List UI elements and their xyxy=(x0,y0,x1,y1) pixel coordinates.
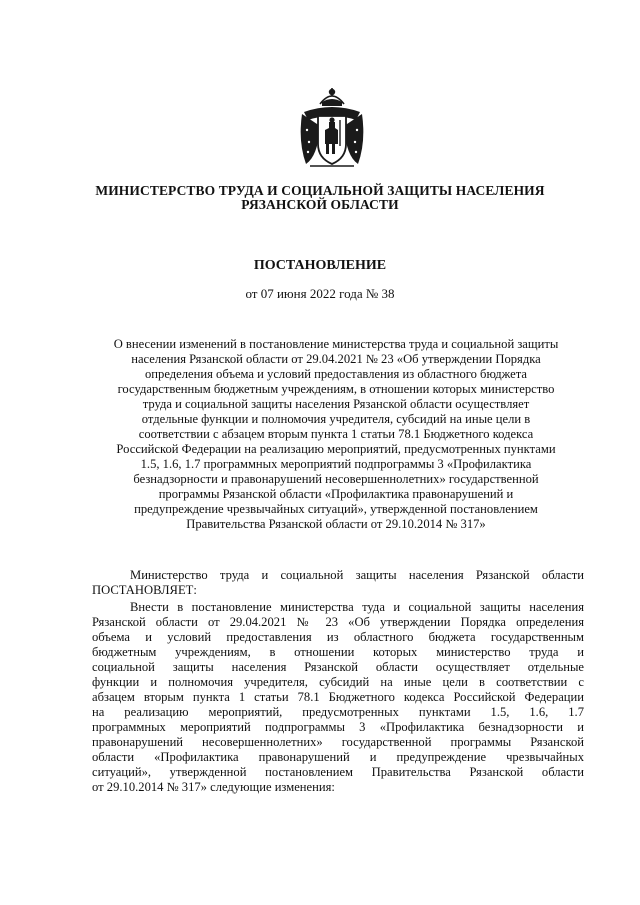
body-line: от 29.10.2014 № 317» следующие изменения: xyxy=(92,780,335,794)
body-line: социальной защиты населения Рязанской области осуществляет отдельные xyxy=(92,660,584,674)
subject-line: государственным бюджетным учреждениям, в отношении которых министерство xyxy=(117,382,555,396)
body-line: объема и условий предоставления из областного бюджета государственным xyxy=(92,630,584,644)
body-line: ПОСТАНОВЛЯЕТ: xyxy=(92,583,197,597)
ministry-name-line-2: РЯЗАНСКОЙ ОБЛАСТИ xyxy=(241,197,399,212)
body-line: на реализацию мероприятий, предусмотренных пунктами 1.5, 1.6, 1.7 xyxy=(92,705,584,719)
body-line: функции и полномочия учредителя, субсидий на иные цели в соответствии с xyxy=(92,675,584,689)
subject-line: Российской Федерации на реализацию мероприятий, предусмотренных пунктами xyxy=(116,442,556,456)
subject-line: соответствии с абзацем вторым пункта 1 статьи 78.1 Бюджетного кодекса xyxy=(138,427,534,441)
subject-line: Правительства Рязанской области от 29.10.2014 № 317» xyxy=(186,517,486,531)
body-line: Внести в постановление министерства туда и социальной защиты населения xyxy=(130,600,584,614)
body-line: бюджетным учреждениям, в отношении которых министерство труда и xyxy=(92,645,584,659)
subject-line: 1.5, 1.6, 1.7 программных мероприятий подпрограммы 3 «Профилактика xyxy=(140,457,532,471)
body-line: правонарушений несовершеннолетних» государственной программы Рязанской xyxy=(92,735,584,749)
subject-line: труда и социальной защиты населения Рязанской области осуществляет xyxy=(142,397,530,411)
document-type-title: ПОСТАНОВЛЕНИЕ xyxy=(253,258,387,273)
subject-line: отдельные функции и полномочия учредителя, субсидий на иные цели в xyxy=(141,412,531,426)
coat-of-arms-icon xyxy=(296,86,368,172)
body-line: области «Профилактика правонарушений и предупреждение чрезвычайных xyxy=(92,750,584,764)
body-line: Министерство труда и социальной защиты населения Рязанской области xyxy=(130,568,584,582)
document-date-number: от 07 июня 2022 года № 38 xyxy=(245,286,395,301)
subject-line: программы Рязанской области «Профилактика правонарушений и xyxy=(158,487,514,501)
body-line: абзацем вторым пункта 1 статьи 78.1 Бюджетного кодекса Российской Федерации xyxy=(92,690,584,704)
body-line: ситуаций», утвержденной постановлением Правительства Рязанской области xyxy=(92,765,584,779)
body-line: программных мероприятий подпрограммы 3 «Профилактика безнадзорности и xyxy=(92,720,584,734)
body-line: Рязанской области от 29.04.2021 № 23 «Об утверждении Порядка определения xyxy=(92,615,584,629)
subject-line: О внесении изменений в постановление министерства труда и социальной защиты xyxy=(113,337,559,351)
subject-line: безнадзорности и правонарушений несовершеннолетних» государственной xyxy=(133,472,539,486)
ministry-name-line-1: МИНИСТЕРСТВО ТРУДА И СОЦИАЛЬНОЙ ЗАЩИТЫ НАСЕЛЕНИЯ xyxy=(95,183,545,198)
subject-line: населения Рязанской области от 29.04.2021 № 23 «Об утверждении Порядка xyxy=(131,352,541,366)
subject-line: определения объема и условий предоставления из областного бюджета xyxy=(145,367,527,381)
subject-line: предупреждение чрезвычайных ситуаций», утвержденной постановлением xyxy=(134,502,538,516)
